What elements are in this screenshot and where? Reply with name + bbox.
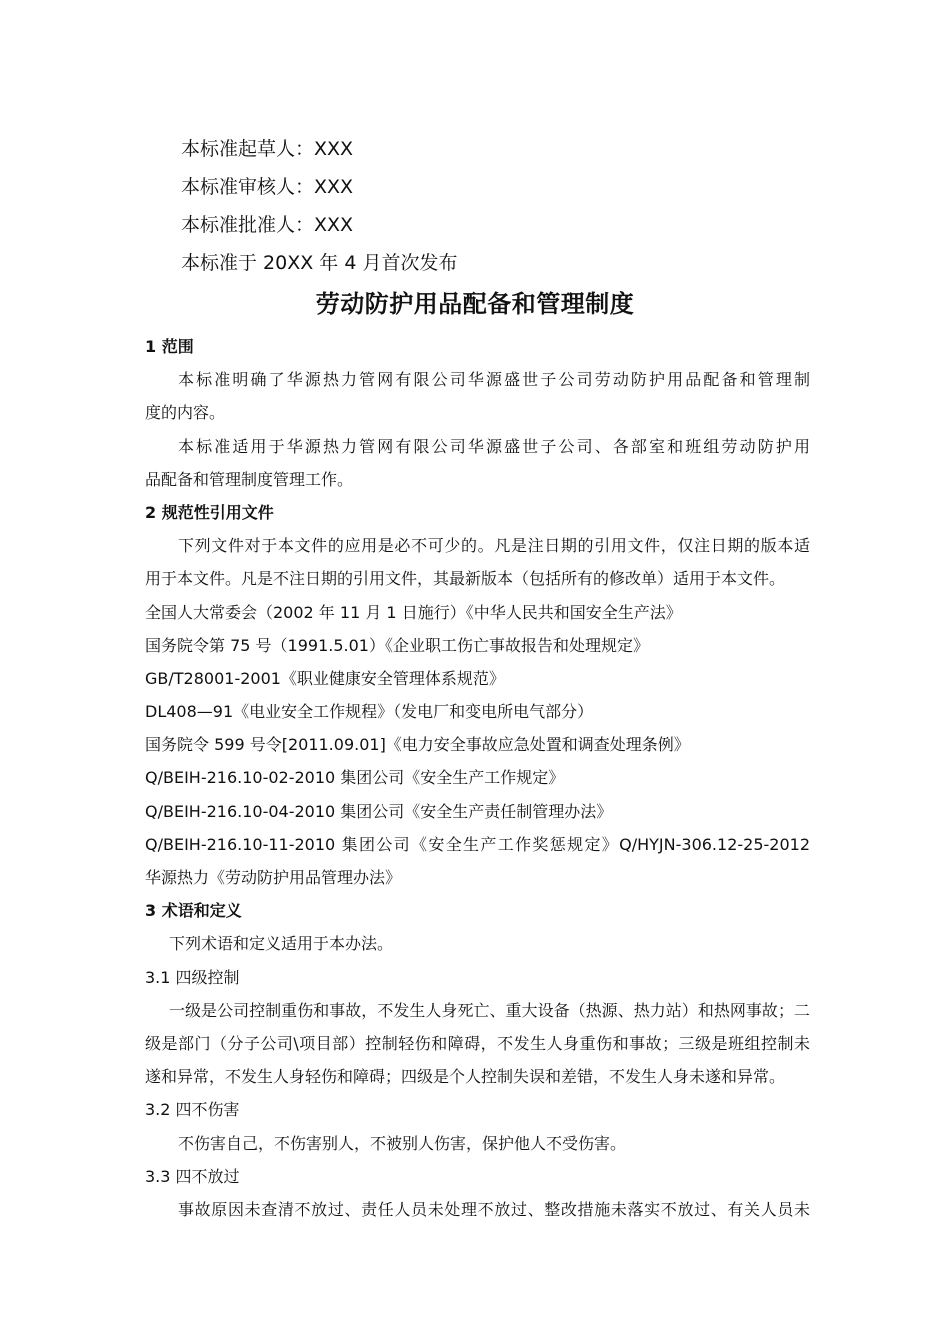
- reviewer-line: 本标准审核人：XXX: [181, 176, 354, 198]
- text-line: 本标准明确了华源热力管网有限公司华源盛世子公司劳动防护用品配备和管理制: [178, 370, 810, 390]
- text-line: 华源热力《劳动防护用品管理办法》: [145, 868, 402, 887]
- approver-line: 本标准批准人：XXX: [181, 214, 354, 236]
- text-line: Q/BEIH-216.10-04-2010 集团公司《安全生产责任制管理办法》: [145, 801, 613, 821]
- drafter-line: 本标准起草人：XXX: [181, 138, 354, 160]
- text-line: 本标准适用于华源热力管网有限公司华源盛世子公司、各部室和班组劳动防护用: [178, 436, 810, 456]
- text-line: 级是部门（分子公司\项目部）控制轻伤和障碍，不发生人身重伤和事故；三级是班组控制未: [145, 1033, 810, 1053]
- text-line: 3.2 四不伤害: [145, 1100, 240, 1120]
- text-line: GB/T28001-2001《职业健康安全管理体系规范》: [145, 668, 505, 688]
- text-line: 遂和异常，不发生人身轻伤和障碍；四级是个人控制失误和差错，不发生人身未遂和异常。: [145, 1067, 786, 1087]
- text-line: 全国人大常委会（2002 年 11 月 1 日施行）《中华人民共和国安全生产法》: [145, 602, 682, 622]
- text-line: 国务院令第 75 号（1991.5.01）《企业职工伤亡事故报告和处理规定》: [145, 635, 649, 655]
- text-line: 一级是公司控制重伤和事故，不发生人身死亡、重大设备（热源、热力站）和热网事故；二: [169, 1000, 810, 1020]
- text-line: 度的内容。: [145, 403, 226, 423]
- text-line: 国务院令 599 号令[2011.09.01]《电力安全事故应急处置和调查处理条例》: [145, 735, 690, 755]
- text-line: Q/BEIH-216.10-11-2010 集团公司《安全生产工作奖惩规定》Q/HYJN-306.12-25-2012: [145, 834, 810, 854]
- section-heading: 2 规范性引用文件: [145, 502, 274, 522]
- text-line: 品配备和管理制度管理工作。: [145, 469, 354, 489]
- text-line: Q/BEIH-216.10-02-2010 集团公司《安全生产工作规定》: [145, 768, 565, 788]
- section-heading: 3 术语和定义: [145, 901, 242, 921]
- text-line: 下列文件对于本文件的应用是必不可少的。凡是注日期的引用文件，仅注日期的版本适: [178, 536, 810, 556]
- text-line: 不伤害自己，不伤害别人，不被别人伤害，保护他人不受伤害。: [178, 1133, 627, 1153]
- section-heading: 1 范围: [145, 337, 194, 356]
- text-line: 3.3 四不放过: [145, 1166, 240, 1186]
- text-line: 下列术语和定义适用于本办法。: [169, 934, 394, 954]
- document-body: [145, 330, 810, 1226]
- release-line: 本标准于 20XX 年 4 月首次发布: [181, 252, 458, 274]
- document-title: 劳动防护用品配备和管理制度: [315, 290, 635, 318]
- document-meta: [181, 130, 781, 282]
- text-line: 3.1 四级控制: [145, 967, 240, 987]
- text-line: 事故原因未查清不放过、责任人员未处理不放过、整改措施未落实不放过、有关人员未: [178, 1199, 810, 1219]
- text-line: DL408—91《电业安全工作规程》（发电厂和变电所电气部分）: [145, 702, 594, 722]
- text-line: 用于本文件。凡是不注日期的引用文件，其最新版本（包括所有的修改单）适用于本文件。: [145, 569, 786, 589]
